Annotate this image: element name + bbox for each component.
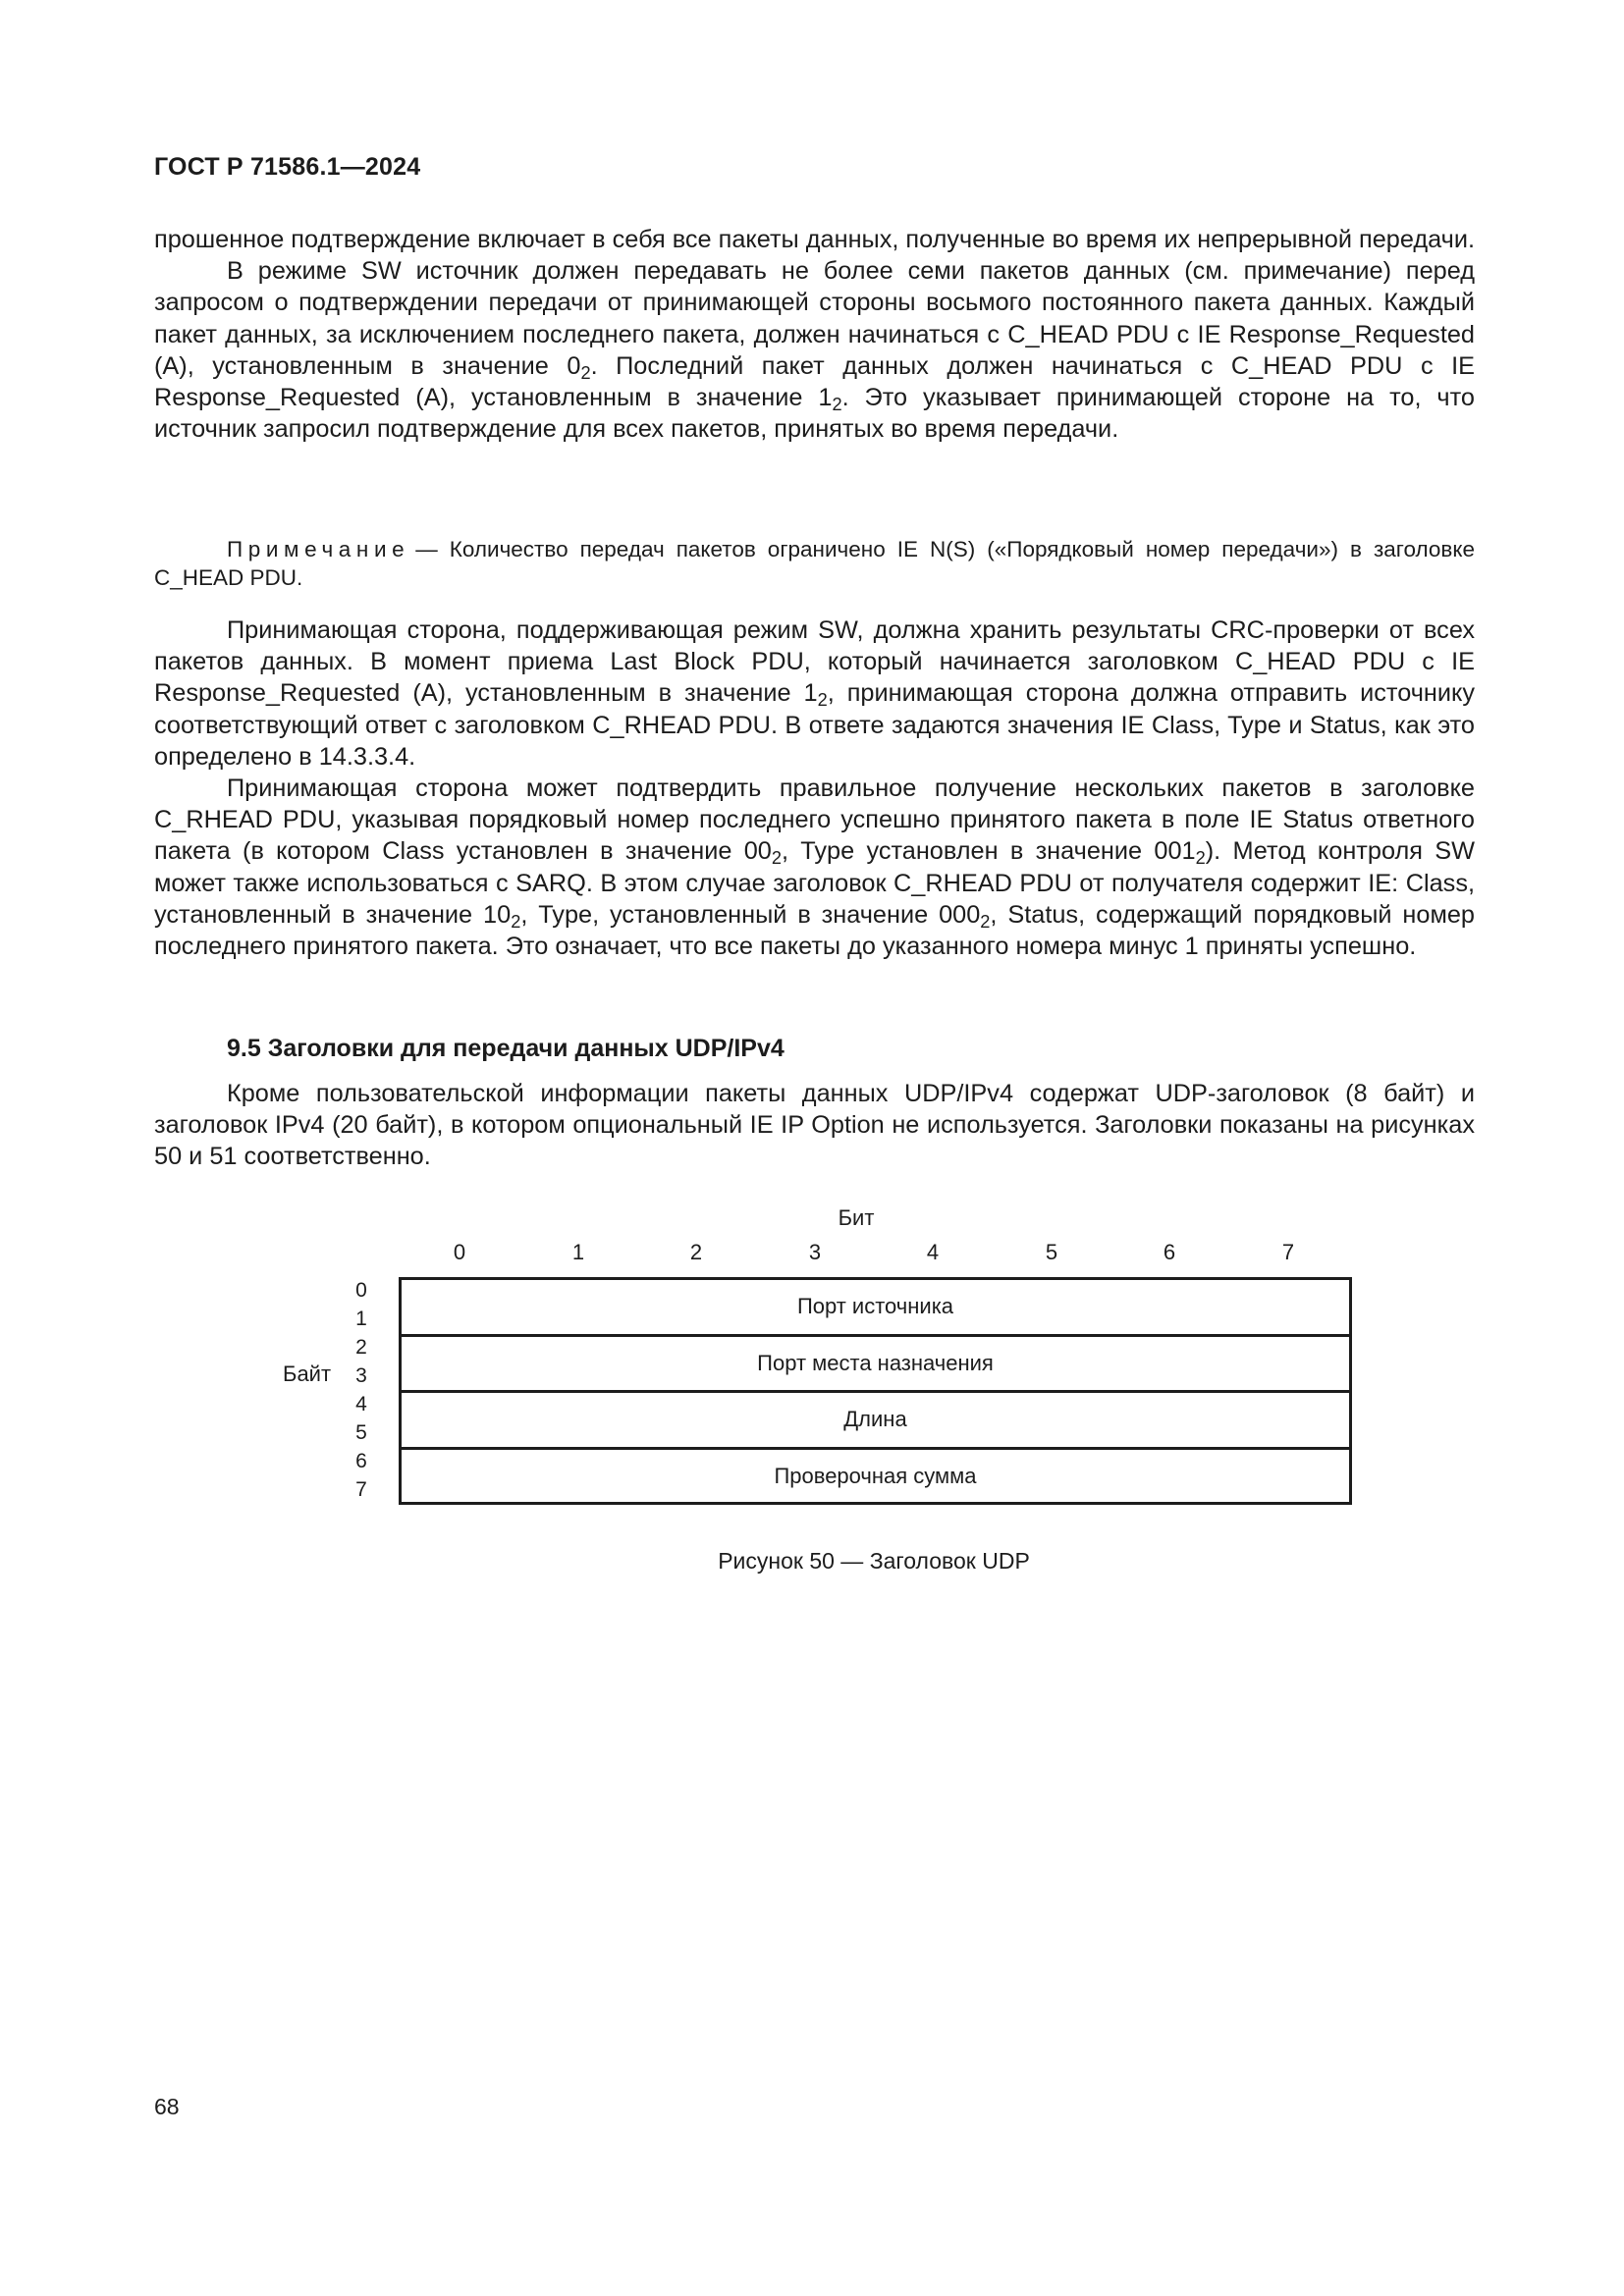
field-destination-port: Порт места назначения bbox=[402, 1337, 1349, 1394]
byte-number: 2 bbox=[355, 1336, 367, 1359]
bit-number: 7 bbox=[1281, 1240, 1295, 1264]
field-checksum: Проверочная сумма bbox=[774, 1464, 977, 1488]
bit-number: 3 bbox=[808, 1240, 822, 1264]
note-block bbox=[154, 535, 1475, 592]
text-block-middle bbox=[154, 614, 1475, 962]
note-paragraph bbox=[154, 535, 1475, 592]
section-title: 9.5 Заголовки для передачи данных UDP/IPv4 bbox=[227, 1035, 785, 1062]
byte-number: 1 bbox=[355, 1308, 367, 1330]
field-source-port: Порт источника bbox=[402, 1280, 1349, 1337]
text-block-section bbox=[154, 1078, 1475, 1173]
byte-number: 4 bbox=[355, 1393, 367, 1415]
udp-header-table bbox=[399, 1277, 1352, 1505]
paragraph-receiver-ack: Принимающая сторона может подтвердить правильное получение нескольких пакетов в заголовке C_RHEAD PDU, указывая порядковый номер последнего успешно принятого пакета в поле IE Status ответного пакета (в котором Class установлен в значение $00_2$, Type установлен в значение $001_2$). Метод контроля SW может также использоваться с SARQ. В этом случае заголовок C_RHEAD PDU от получателя содержит IE: Class, установленный в значение $10_2$, Type, установленный в значение $000_2$, Status, содержащий порядковый номер последнего принятого пакета. Это означает, что все пакеты до указанного номера минус 1 приняты успешно. bbox=[154, 774, 1476, 961]
bit-number: 2 bbox=[689, 1240, 703, 1264]
note-label: Примечание bbox=[227, 537, 410, 561]
paragraph-udp-ipv4: Кроме пользовательской информации пакеты данных UDP/IPv4 содержат UDP-заголовок (8 байт) и заголовок IPv4 (20 байт), в котором опциональный IE IP Option не используется. Заголовки показаны на рисунках 50 и 51 соответственно. bbox=[154, 1080, 1475, 1171]
byte-number: 5 bbox=[355, 1421, 367, 1444]
paragraph-receiver-crc: Принимающая сторона, поддерживающая режим SW, должна хранить результаты CRC-проверки от всех пакетов данных. В момент приема Last Block PDU, который начинается заголовком C_HEAD PDU с IE Response_Requested (A), установленным в значение $1_2$, принимающая сторона должна отправить источнику соответствующий ответ с заголовком C_RHEAD PDU. В ответе задаются значения IE Class, Type и Status, как это определено в 14.3.3.4. bbox=[154, 616, 1475, 771]
byte-number: 0 bbox=[355, 1279, 367, 1302]
bit-number: 5 bbox=[1045, 1240, 1058, 1264]
document-header: ГОСТ Р 71586.1—2024 bbox=[154, 153, 421, 181]
field-length: Длина bbox=[402, 1393, 1349, 1450]
bit-number: 6 bbox=[1163, 1240, 1176, 1264]
paragraph-sw-mode: В режиме SW источник должен передавать не более семи пакетов данных (см. примечание) перед запросом о подтверждении передачи от принимающей стороны восьмого постоянного пакета данных. Каждый пакет данных, за исключением последнего пакета, должен начинаться с C_HEAD PDU с IE Response_Requested (A), установленным в значение $0_2$. Последний пакет данных должен начинаться с C_HEAD PDU с IE Response_Requested (A), установленным в значение $1_2$. Это указывает принимающей стороне на то, что источник запросил подтверждение для всех пакетов, принятых во время передачи. bbox=[154, 257, 1476, 444]
byte-number: 6 bbox=[355, 1450, 367, 1472]
paragraph-continuation: прошенное подтверждение включает в себя все пакеты данных, полученные во время их непрерывной передачи. bbox=[154, 226, 1475, 253]
figure-caption: Рисунок 50 — Заголовок UDP bbox=[718, 1548, 1030, 1574]
bit-number: 4 bbox=[926, 1240, 940, 1264]
text-block-top bbox=[154, 224, 1475, 445]
bit-number: 0 bbox=[453, 1240, 466, 1264]
byte-axis-title: Байт bbox=[283, 1362, 332, 1386]
bit-axis-title: Бит bbox=[838, 1205, 875, 1230]
bit-number: 1 bbox=[571, 1240, 585, 1264]
note-text: — Количество передач пакетов ограничено IE N(S) («Порядковый номер передачи») в заголовке C_HEAD PDU. bbox=[154, 537, 1475, 590]
section-heading-block bbox=[154, 1033, 1475, 1064]
byte-number: 3 bbox=[355, 1364, 367, 1387]
byte-number: 7 bbox=[355, 1478, 367, 1501]
page-number: 68 bbox=[154, 2094, 180, 2119]
